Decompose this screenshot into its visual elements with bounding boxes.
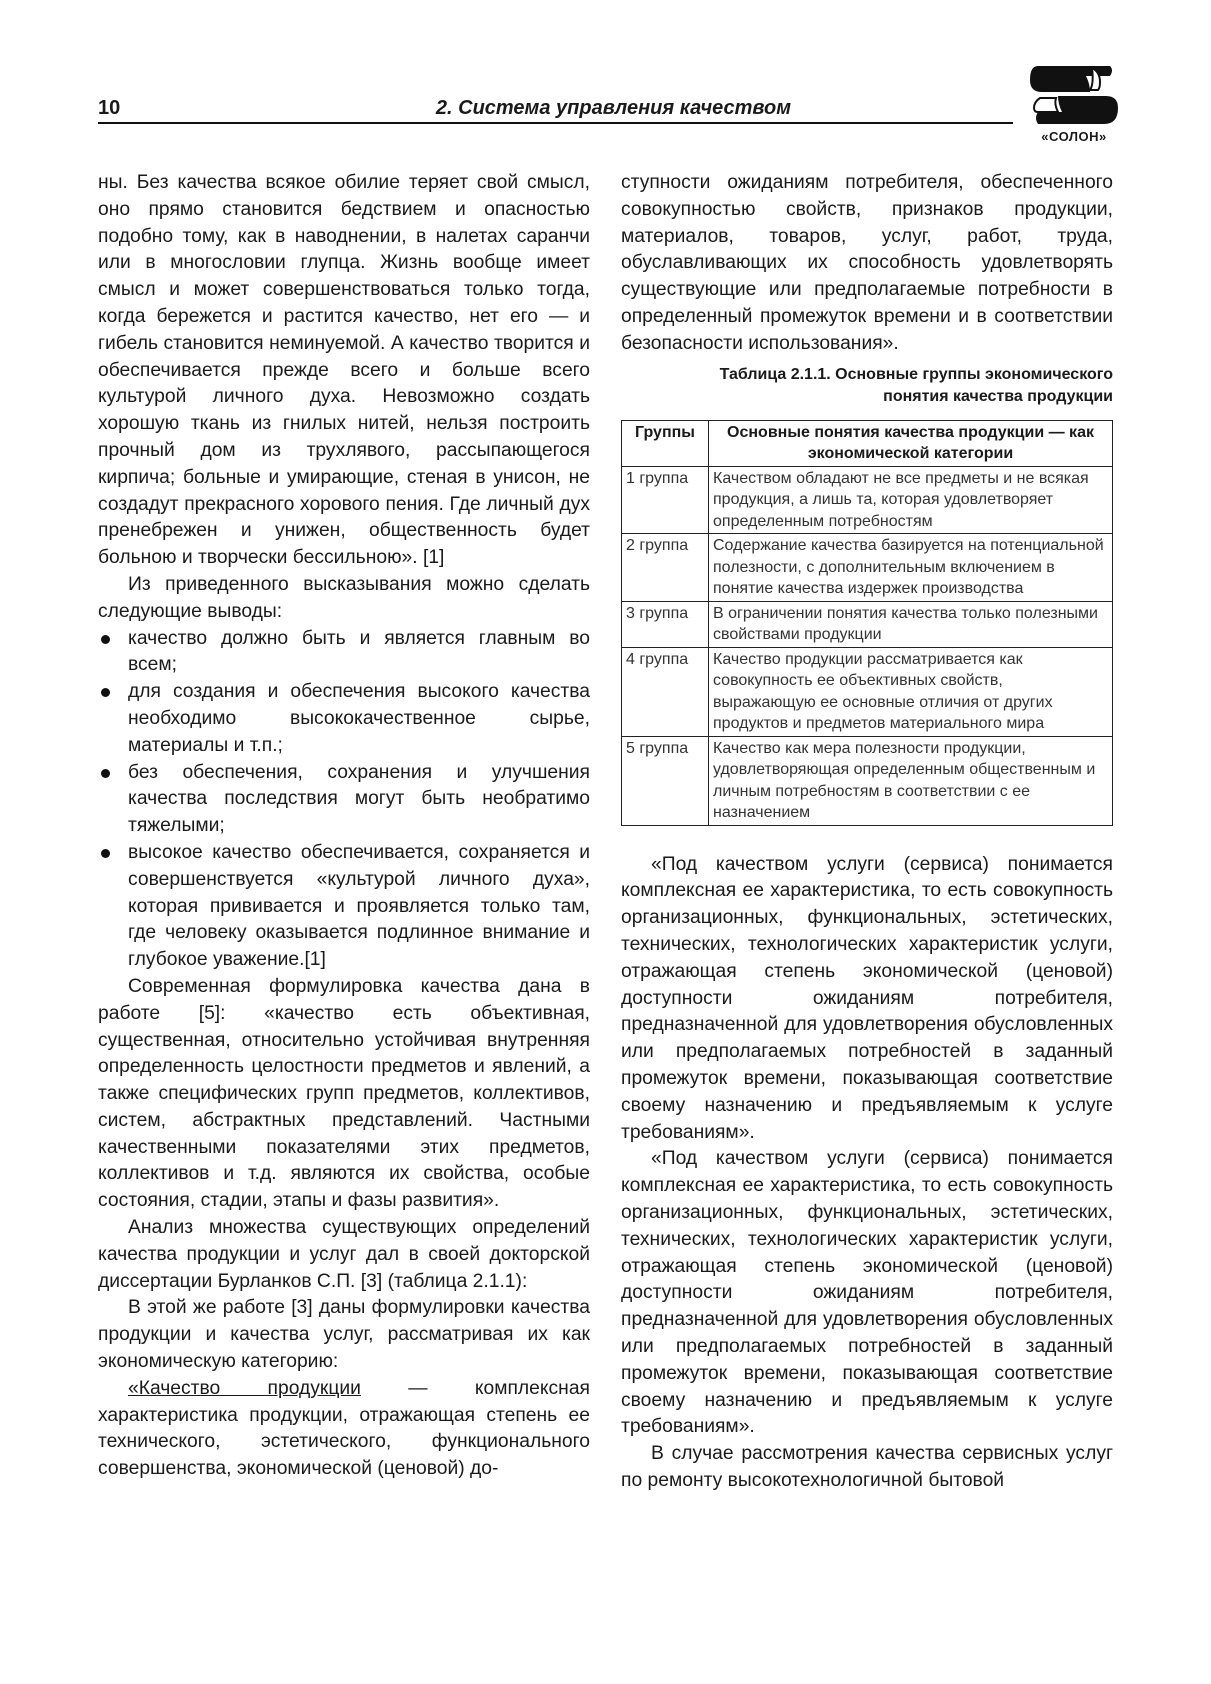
table-row <box>622 466 1113 534</box>
column-header: Основные понятия качества продукции — как экономической категории <box>709 420 1113 466</box>
paragraph: Анализ множества существующих определений качества продукции и услуг дал в своей докторской диссертации Бурланков С.П. [3] (таблица 2.1.1): <box>98 1217 590 1292</box>
table-row <box>622 736 1113 825</box>
paragraph: В случае рассмотрения качества сервисных услуг по ремонту высокотехнологичной бытовой <box>621 1443 1113 1491</box>
table-row <box>622 647 1113 736</box>
table-row <box>622 601 1113 647</box>
paragraph: Современная формулировка качества дана в работе [5]: «качество есть объективная, существенная, относительно устойчивая внутренняя определенность целостности предметов и явлений, а также специфических групп предметов, коллективов, систем, абстрактных представлений. Частными качественными показателями этих предметов, коллективов и т.д. являются их свойства, особые состояния, стадии, этапы и фазы развития». <box>98 975 590 1212</box>
conclusions-list <box>98 626 590 974</box>
table-caption-line: понятия качества продукции <box>883 387 1113 405</box>
solon-s-logo-icon <box>1028 62 1120 126</box>
column-header: Группы <box>622 420 709 466</box>
table-row <box>622 534 1113 602</box>
group-cell: 1 группа <box>622 466 709 534</box>
group-cell: 5 группа <box>622 736 709 825</box>
group-cell: 2 группа <box>622 534 709 602</box>
paragraph-text: — комплексная характеристика продукции, отражающая степень ее технического, эстетического, функционального совершенства, экономической (ценовой) до- <box>98 1377 590 1480</box>
underlined-term: «Качество продукции <box>128 1377 361 1399</box>
left-column <box>98 170 590 1483</box>
description-cell: Качество продукции рассматривается как совокупность ее объективных свойств, выражающую ее основные отличия от других продуктов и предметов материального мира <box>709 647 1113 736</box>
right-column <box>621 170 1113 1495</box>
group-cell: 3 группа <box>622 601 709 647</box>
table-header-row <box>622 420 1113 466</box>
description-cell: Качеством обладают не все предметы и не всякая продукция, а лишь та, которая удовлетворяет определенным потребностям <box>709 466 1113 534</box>
list-item: качество должно быть и является главным во всем; <box>98 626 590 680</box>
paragraph: В этой же работе [3] даны формулировки качества продукции и качества услуг, рассматривая их как экономическую категорию: <box>98 1297 590 1373</box>
paragraph <box>98 1376 590 1483</box>
list-item: для создания и обеспечения высокого качества необходимо высококачественное сырье, материалы и т.п.; <box>98 679 590 759</box>
paragraph: Из приведенного высказывания можно сделать следующие выводы: <box>98 573 590 622</box>
description-cell: В ограничении понятия качества только полезными свойствами продукции <box>709 601 1113 647</box>
quality-groups-table <box>621 420 1113 826</box>
list-item: высокое качество обеспечивается, сохраняется и совершенствуется «культурой личного духа», которая прививается и проявляется только там, где человеку оказывается подлинное внимание и глубокое уважение.[1] <box>98 840 590 974</box>
paragraph: ны. Без качества всякое обилие теряет свой смысл, оно прямо становится бедствием и опасностью подобно тому, как в наводнении, в налетах саранчи или в многословии глупца. Жизнь вообще имеет смысл и может совершенствоваться только тогда, когда бережется и растится качество, нет его — и гибель становится неминуемой. А качество творится и обеспечивается прежде всего и больше всего культурой личного духа. Невозможно создать хорошую ткань из гнилых нитей, нельзя построить прочный дом из трухлявого, рассыпающегося кирпича; больные и умирающие, стеная в унисон, не создадут прекрасного хорового пения. Где личный дух пренебрежен и унижен, общественность будет больною и творчески бессильною». [1] <box>98 172 590 569</box>
list-item: без обеспечения, сохранения и улучшения качества последствия могут быть необратимо тяжелыми; <box>98 760 590 840</box>
description-cell: Качество как мера полезности продукции, удовлетворяющая определенным общественным и личным потребностям в соответствии с ее назначением <box>709 736 1113 825</box>
chapter-title: 2. Система управления качеством <box>435 97 791 119</box>
paragraph: «Под качеством услуги (сервиса) понимается комплексная ее характеристика, то есть совокупность организационных, функциональных, эстетических, технических, технологических характеристик услуги, отражающая степень экономической (ценовой) доступности ожиданиям потребителя, предназначенной для удовлетворения обусловленных или предполагаемых потребностей в заданный промежуток времени, показывающая соответствие своему назначению и предъявляемым к услуге требованиям». <box>621 853 1113 1143</box>
publisher-name: «СОЛОН» <box>1041 129 1107 144</box>
table-caption <box>621 364 1113 408</box>
group-cell: 4 группа <box>622 647 709 736</box>
running-header <box>98 96 1013 124</box>
table-caption-line: Таблица 2.1.1. Основные группы экономического <box>719 365 1113 383</box>
paragraph: «Под качеством услуги (сервиса) понимается комплексная ее характеристика, то есть совокупность организационных, функциональных, эстетических, технических, технологических характеристик услуги, отражающая степень экономической (ценовой) доступности ожиданиям потребителя, предназначенной для удовлетворения обусловленных или предполагаемых потребностей в заданный промежуток времени, показывающая соответствие своему назначению и предъявляемым к услуге требованиям». <box>621 1148 1113 1438</box>
publisher-logo <box>1028 62 1120 144</box>
page-number: 10 <box>98 97 121 119</box>
description-cell: Содержание качества базируется на потенциальной полезности, с дополнительным включением в понятие качества издержек производства <box>709 534 1113 602</box>
paragraph: ступности ожиданиям потребителя, обеспеченного совокупностью свойств, признаков продукции, материалов, товаров, услуг, работ, труда, обуславливающих их способность удовлетворять существующие или предполагаемые потребности в определенный промежуток времени и в соответствии безопасности использования». <box>621 172 1113 354</box>
